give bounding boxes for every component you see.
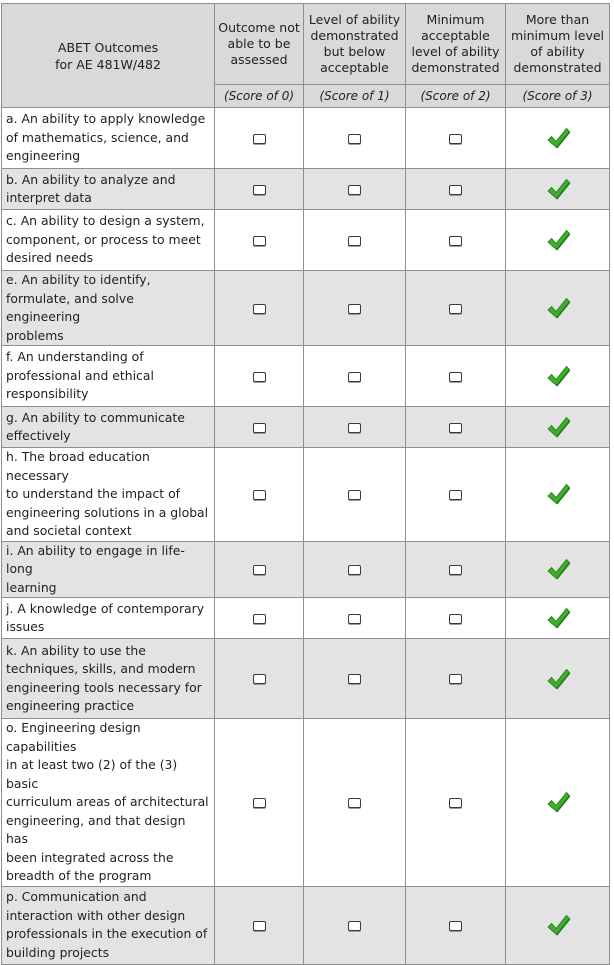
outcome-description (2, 271, 215, 346)
score-1-cell[interactable] (304, 346, 406, 407)
outcome-description (2, 407, 215, 448)
checkbox-empty-icon[interactable] (253, 423, 266, 433)
checkbox-empty-icon[interactable] (449, 372, 462, 382)
outcome-description (2, 448, 215, 542)
table-row (2, 886, 610, 964)
checkbox-empty-icon[interactable] (253, 185, 266, 195)
score-1-cell[interactable] (304, 271, 406, 346)
score-0-cell[interactable] (215, 169, 304, 210)
score-2-cell[interactable] (406, 719, 506, 887)
score-1-cell[interactable] (304, 210, 406, 271)
outcome-description-line: of mathematics, science, and (6, 129, 189, 145)
score-label-3: (Score of 3) (506, 85, 610, 108)
checkbox-empty-icon[interactable] (449, 798, 462, 808)
outcome-description-line: and societal context (6, 523, 132, 538)
score-2-cell[interactable] (406, 210, 506, 271)
outcome-description-line: a. An ability to apply knowledge (6, 111, 206, 127)
score-1-cell[interactable] (304, 639, 406, 719)
outcome-description-line: professionals in the execution of (6, 926, 208, 941)
score-3-cell[interactable] (506, 541, 610, 598)
score-2-cell[interactable] (406, 639, 506, 719)
outcome-description-line: f. An understanding of (6, 349, 144, 365)
outcomes-header-line-2: for AE 481W/482 (55, 56, 161, 72)
column-header-line: acceptable (320, 60, 389, 75)
column-header-score-0 (215, 4, 304, 85)
score-1-cell[interactable] (304, 719, 406, 887)
check-mark-icon[interactable] (545, 228, 571, 252)
score-3-cell[interactable] (506, 719, 610, 887)
score-3-cell[interactable] (506, 448, 610, 542)
column-header-line: able to be (227, 36, 291, 51)
checkbox-empty-icon[interactable] (449, 185, 462, 195)
table-row (2, 719, 610, 887)
outcome-description-line: learning (6, 579, 57, 595)
check-mark-icon[interactable] (545, 557, 571, 581)
checkbox-empty-icon[interactable] (253, 921, 266, 931)
outcome-description-line: formulate, and solve engineering (6, 290, 134, 324)
table-row (2, 210, 610, 271)
outcome-description-line: component, or process to meet (6, 231, 201, 247)
check-mark-icon[interactable] (545, 126, 571, 150)
outcome-description-line: b. An ability to analyze and (6, 171, 176, 187)
checkbox-empty-icon[interactable] (348, 614, 361, 624)
score-2-cell[interactable] (406, 598, 506, 639)
score-2-cell[interactable] (406, 169, 506, 210)
check-mark-icon[interactable] (545, 415, 571, 439)
check-mark-icon[interactable] (545, 482, 571, 506)
outcome-description (2, 108, 215, 169)
check-mark-icon[interactable] (545, 667, 571, 691)
column-header-line: of ability (530, 44, 585, 59)
score-1-cell[interactable] (304, 448, 406, 542)
outcome-description-line: engineering practice (6, 698, 135, 713)
outcome-description (2, 639, 215, 719)
outcome-description-line: curriculum areas of architectural (6, 794, 209, 809)
outcome-description-line: h. The broad education necessary (6, 449, 150, 483)
column-header-score-3 (506, 4, 610, 85)
outcome-description-line: engineering (6, 148, 81, 164)
outcome-description-line: e. An ability to identify, (6, 272, 151, 287)
table-row (2, 169, 610, 210)
score-1-cell[interactable] (304, 169, 406, 210)
checkbox-empty-icon[interactable] (449, 304, 462, 314)
column-header-line: Minimum (426, 12, 485, 27)
checkbox-empty-icon[interactable] (348, 674, 361, 684)
score-3-cell[interactable] (506, 886, 610, 964)
checkbox-empty-icon[interactable] (253, 236, 266, 246)
score-3-cell[interactable] (506, 210, 610, 271)
table-row (2, 448, 610, 542)
score-0-cell[interactable] (215, 719, 304, 887)
check-mark-icon[interactable] (545, 364, 571, 388)
outcome-description-line: i. An ability to engage in life-long (6, 542, 185, 576)
score-2-cell[interactable] (406, 407, 506, 448)
outcome-description-line: o. Engineering design capabilities (6, 720, 141, 754)
outcome-description-line: g. An ability to communicate (6, 409, 185, 425)
outcome-description-line: engineering tools necessary for (6, 679, 202, 695)
outcome-description-line: breadth of the program (6, 868, 152, 883)
score-3-cell[interactable] (506, 639, 610, 719)
outcome-description-line: issues (6, 619, 45, 634)
checkbox-empty-icon[interactable] (348, 134, 361, 144)
outcome-description-line: building projects (6, 944, 110, 960)
checkbox-empty-icon[interactable] (348, 921, 361, 931)
outcome-description-line: been integrated across the (6, 849, 174, 865)
checkbox-empty-icon[interactable] (253, 490, 266, 500)
checkbox-empty-icon[interactable] (253, 134, 266, 144)
outcome-description (2, 719, 215, 887)
check-mark-icon[interactable] (545, 296, 571, 320)
score-3-cell[interactable] (506, 407, 610, 448)
outcome-description (2, 598, 215, 639)
score-label-1: (Score of 1) (304, 85, 406, 108)
outcome-description-line: problems (6, 327, 64, 343)
outcome-description-line: desired needs (6, 250, 94, 266)
checkbox-empty-icon[interactable] (449, 490, 462, 500)
outcome-description-line: effectively (6, 428, 71, 443)
score-2-cell[interactable] (406, 541, 506, 598)
score-2-cell[interactable] (406, 271, 506, 346)
outcome-description-line: engineering solutions in a global (6, 504, 209, 520)
score-3-cell[interactable] (506, 346, 610, 407)
outcome-description-line: interpret data (6, 190, 92, 205)
table-row (2, 108, 610, 169)
column-header-line: but below (323, 44, 386, 59)
checkbox-empty-icon[interactable] (449, 236, 462, 246)
checkbox-empty-icon[interactable] (253, 372, 266, 382)
score-1-cell[interactable] (304, 407, 406, 448)
checkbox-empty-icon[interactable] (348, 490, 361, 500)
outcomes-header (2, 4, 215, 108)
score-1-cell[interactable] (304, 598, 406, 639)
checkbox-empty-icon[interactable] (253, 304, 266, 314)
checkbox-empty-icon[interactable] (449, 134, 462, 144)
outcome-description-line: c. An ability to design a system, (6, 213, 205, 229)
score-0-cell[interactable] (215, 271, 304, 346)
score-2-cell[interactable] (406, 346, 506, 407)
outcome-description-line: engineering, and that design has (6, 812, 186, 846)
column-header-line: demonstrated (310, 28, 399, 43)
outcomes-header-line-1: ABET Outcomes (57, 39, 159, 55)
outcome-description (2, 210, 215, 271)
column-header-line: Level of ability (308, 12, 401, 27)
score-0-cell[interactable] (215, 448, 304, 542)
outcome-description-line: responsibility (6, 386, 89, 402)
score-label-0: (Score of 0) (215, 85, 304, 108)
checkbox-empty-icon[interactable] (348, 236, 361, 246)
outcome-description-line: p. Communication and (6, 889, 147, 904)
checkbox-empty-icon[interactable] (348, 372, 361, 382)
checkbox-empty-icon[interactable] (253, 798, 266, 808)
table-row (2, 598, 610, 639)
table-row (2, 346, 610, 407)
score-3-cell[interactable] (506, 271, 610, 346)
outcome-description-line: interaction with other design (6, 907, 186, 923)
checkbox-empty-icon[interactable] (348, 304, 361, 314)
checkbox-empty-icon[interactable] (449, 921, 462, 931)
column-header-line: demonstrated (411, 60, 500, 75)
column-header-line: minimum level (510, 28, 605, 43)
score-0-cell[interactable] (215, 346, 304, 407)
checkbox-empty-icon[interactable] (449, 614, 462, 624)
checkbox-empty-icon[interactable] (348, 798, 361, 808)
score-0-cell[interactable] (215, 210, 304, 271)
column-header-line: demonstrated (513, 60, 602, 75)
outcome-description-line: j. A knowledge of contemporary (6, 600, 205, 616)
score-2-cell[interactable] (406, 108, 506, 169)
score-3-cell[interactable] (506, 108, 610, 169)
outcome-description-line: techniques, skills, and modern (6, 661, 196, 676)
outcome-description-line: k. An ability to use the (6, 642, 146, 658)
check-mark-icon[interactable] (545, 606, 571, 630)
score-0-cell[interactable] (215, 541, 304, 598)
outcome-description-line: to understand the impact of (6, 486, 181, 501)
table-row (2, 639, 610, 719)
table-body (2, 4, 610, 965)
column-header-line: More than (525, 12, 590, 27)
table-row (2, 271, 610, 346)
score-2-cell[interactable] (406, 448, 506, 542)
outcome-description (2, 346, 215, 407)
check-mark-icon[interactable] (545, 913, 571, 937)
score-label-2: (Score of 2) (406, 85, 506, 108)
checkbox-empty-icon[interactable] (348, 423, 361, 433)
check-mark-icon[interactable] (545, 790, 571, 814)
score-3-cell[interactable] (506, 169, 610, 210)
outcome-description (2, 541, 215, 598)
outcome-description-line: professional and ethical (6, 367, 154, 383)
score-0-cell[interactable] (215, 886, 304, 964)
abet-outcomes-table (1, 3, 610, 965)
score-1-cell[interactable] (304, 886, 406, 964)
column-header-line: level of ability (411, 44, 500, 59)
column-header-line: Outcome not (218, 20, 300, 35)
checkbox-empty-icon[interactable] (449, 674, 462, 684)
score-1-cell[interactable] (304, 108, 406, 169)
checkbox-empty-icon[interactable] (253, 614, 266, 624)
score-0-cell[interactable] (215, 639, 304, 719)
outcome-description-line: in at least two (2) of the (3) basic (6, 757, 178, 791)
header-row (2, 4, 610, 85)
checkbox-empty-icon[interactable] (348, 565, 361, 575)
table-row (2, 541, 610, 598)
checkbox-empty-icon[interactable] (253, 674, 266, 684)
score-3-cell[interactable] (506, 598, 610, 639)
score-2-cell[interactable] (406, 886, 506, 964)
table-row (2, 407, 610, 448)
column-header-score-2 (406, 4, 506, 85)
checkbox-empty-icon[interactable] (449, 423, 462, 433)
checkbox-empty-icon[interactable] (253, 565, 266, 575)
checkbox-empty-icon[interactable] (348, 185, 361, 195)
check-mark-icon[interactable] (545, 177, 571, 201)
score-1-cell[interactable] (304, 541, 406, 598)
checkbox-empty-icon[interactable] (449, 565, 462, 575)
score-0-cell[interactable] (215, 598, 304, 639)
column-header-score-1 (304, 4, 406, 85)
outcome-description (2, 886, 215, 964)
column-header-line: acceptable (421, 28, 490, 43)
column-header-line: assessed (230, 52, 288, 67)
outcome-description (2, 169, 215, 210)
score-0-cell[interactable] (215, 407, 304, 448)
score-0-cell[interactable] (215, 108, 304, 169)
